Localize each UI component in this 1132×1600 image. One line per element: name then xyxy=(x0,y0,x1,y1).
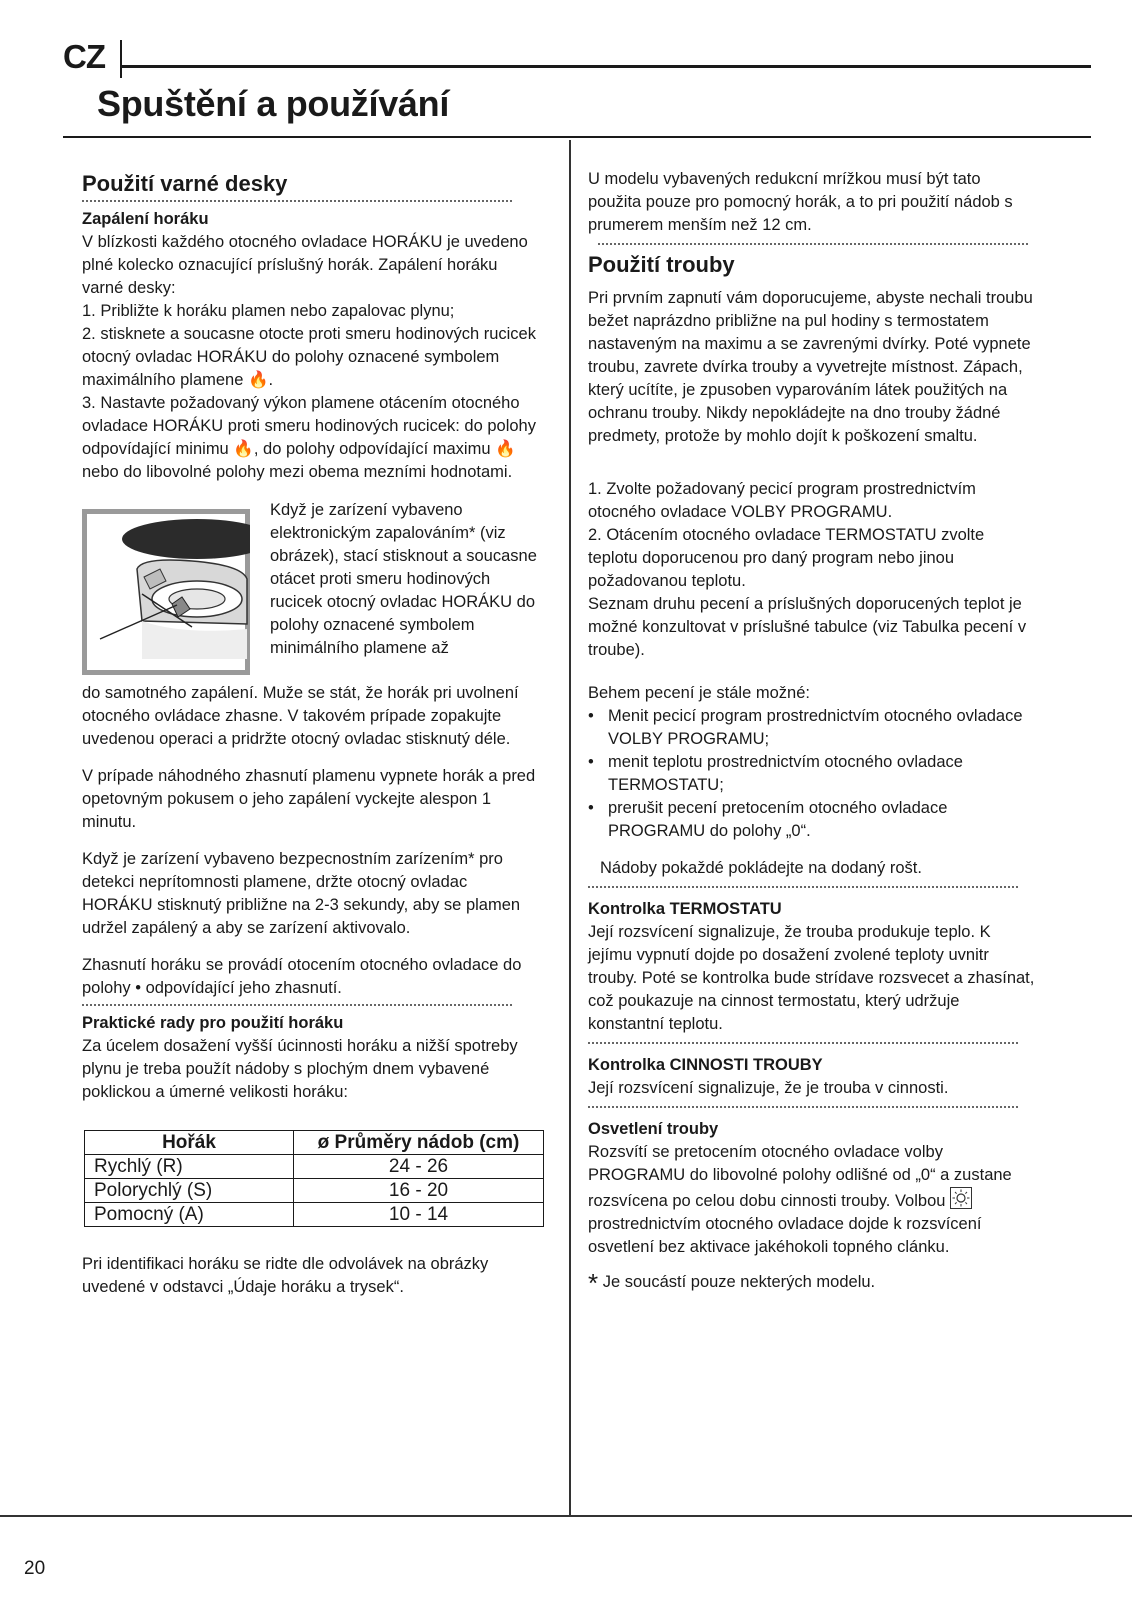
burner-identification-note: Pri identifikaci horáku se ridte dle odvolávek na obrázky uvedené v odstavci „Údaje horáku a trysek“. xyxy=(82,1255,489,1296)
electronic-ignition-continued: do samotného zapálení. Muže se stát, že horák pri uvolnení otocného ovládace zhasne. V takovém prípade zopakujte uvedenou operaci a pridržte otocný ovladac stisknutý déle. xyxy=(82,684,519,748)
left-column xyxy=(82,170,542,1299)
oven-step-2: 2. Otácením otocného ovladace TERMOSTATU zvolte teplotu doporucenou pro daný program nebo jinou požadovanou teplotu. xyxy=(588,526,985,590)
oven-heading: Použití trouby xyxy=(588,252,735,277)
tips-text: Za úcelem dosažení vyšší úcinnosti horáku a nižší spotreby plynu je treba použít nádoby s plochým dnem vybavené poklickou a úmerné velikosti horáku: xyxy=(82,1037,518,1101)
oven-light-text xyxy=(588,1141,1038,1259)
dotted-separator xyxy=(82,200,512,202)
table-cell-burner: Rychlý (R) xyxy=(85,1155,294,1179)
footer-rule xyxy=(0,1515,1132,1517)
during-baking-list xyxy=(588,705,1038,843)
reduction-grid-note: U modelu vybavených redukcní mrížkou musí být tato použita pouze pro pomocný horák, a to pri použití nádob s prumerem menším než 12 cm. xyxy=(588,170,1013,234)
ignition-heading: Zapálení horáku xyxy=(82,210,209,228)
table-cell-diameter: 24 - 26 xyxy=(294,1155,544,1179)
table-header-burner: Hořák xyxy=(85,1131,294,1155)
list-item: • Menit pecicí program prostrednictvím otocného ovladace VOLBY PROGRAMU; xyxy=(588,705,1038,751)
oven-light-text-part-2: prostrednictvím otocného ovladace dojde k rozsvícení osvetlení bez aktivace jakéhokoli topného clánku. xyxy=(588,1215,982,1256)
tips-heading: Praktické rady pro použití horáku xyxy=(82,1014,344,1032)
list-item: • menit teplotu prostrednictvím otocného ovladace TERMOSTATU; xyxy=(588,751,1038,797)
ignition-step-1: 1. Približte k horáku plamen nebo zapalovac plynu; xyxy=(82,302,455,320)
footnote-text: Je soucástí pouze nekterých modelu. xyxy=(602,1273,876,1291)
baking-table-reference: Seznam druhu pecení a príslušných doporucených teplot je možné konzultovat v príslušné tabulce (viz Tabulka pecení v troube). xyxy=(588,595,1027,659)
language-code: CZ xyxy=(63,38,105,75)
first-use-text: Pri prvním zapnutí vám doporucujeme, abyste nechali troubu bežet naprázdno približne na pul hodiny s termostatem nastaveným na maximu a se zavrenými dvírky. Poté vypnete troubu, zavrete dvírka trouby a vyvetrejte místnost. Zápach, který ucítíte, je zpusoben vyparováním látek použitých na ochranu trouby. Nikdy nepokládejte na dno trouby žádné predmety, protože by mohlo dojít k poškození smaltu. xyxy=(588,289,1033,445)
extinguish-note: Zhasnutí horáku se provádí otocením otocného ovladace do polohy • odpovídající jeho zhasnutí. xyxy=(82,956,522,997)
ignition-intro: V blízkosti každého otocného ovladace HORÁKU je uvedeno plné kolecko oznacující príslušný horák. Zapálení horáku varné desky: xyxy=(82,233,528,297)
table-header-row xyxy=(85,1131,544,1155)
page-title: Spuštění a používání xyxy=(97,83,450,124)
dotted-separator xyxy=(598,243,1028,245)
oven-activity-light-text: Její rozsvícení signalizuje, že je trouba v cinnosti. xyxy=(588,1079,949,1097)
table-cell-burner: Pomocný (A) xyxy=(85,1203,294,1227)
table-cell-burner: Polorychlý (S) xyxy=(85,1179,294,1203)
table-row xyxy=(85,1203,544,1227)
rack-note: Nádoby pokaždé pokládejte na dodaný rošt. xyxy=(600,859,922,877)
page-number: 20 xyxy=(24,1558,46,1579)
hob-heading: Použití varné desky xyxy=(82,171,288,196)
footnote-asterisk: * xyxy=(588,1268,599,1298)
table-row xyxy=(85,1179,544,1203)
thermostat-light-text: Její rozsvícení signalizuje, že trouba produkuje teplo. K jejímu vypnutí dojde po dosažení zvolené teploty uvnitr trouby. Poté se kontrolka bude strídave rozsvecet a zhasínat, což poukazuje na cinnost termostatu, který udržuje konstantní teplotu. xyxy=(588,923,1035,1033)
ignition-step-3: 3. Nastavte požadovaný výkon plamene otácením otocného ovladace HORÁKU proti smeru hodinových rucicek: do polohy odpovídající minimu 🔥, do polohy odpovídající maximu 🔥 nebo do libovolné polohy mezi obema mezními hodnotami. xyxy=(82,394,536,481)
during-baking-intro: Behem pecení je stále možné: xyxy=(588,684,810,702)
title-rule xyxy=(63,136,1091,138)
electronic-ignition-block xyxy=(82,499,542,682)
dotted-separator xyxy=(82,1004,512,1006)
burner-pan-size-table xyxy=(84,1130,544,1227)
burner-igniter-illustration xyxy=(82,509,250,675)
oven-lamp-icon xyxy=(950,1187,972,1209)
electronic-ignition-text: Když je zarízení vybaveno elektronickým zapalováním* (viz obrázek), stací stisknout a soucasne otácet proti smeru hodinových rucicek otocný ovladac HORÁKU do polohy oznacené symbolem minimálního plamene až xyxy=(270,501,537,657)
table-cell-diameter: 16 - 20 xyxy=(294,1179,544,1203)
thermostat-light-heading: Kontrolka TERMOSTATU xyxy=(588,900,782,918)
dotted-separator xyxy=(588,886,1018,888)
header-rule xyxy=(122,65,1091,68)
table-row xyxy=(85,1155,544,1179)
column-divider xyxy=(569,140,571,1515)
oven-step-1: 1. Zvolte požadovaný pecicí program prostrednictvím otocného ovladace VOLBY PROGRAMU. xyxy=(588,480,976,521)
list-item: • prerušit pecení pretocením otocného ovladace PROGRAMU do polohy „0“. xyxy=(588,797,1038,843)
table-cell-diameter: 10 - 14 xyxy=(294,1203,544,1227)
header-divider xyxy=(120,40,122,78)
ignition-step-2: 2. stisknete a soucasne otocte proti smeru hodinových rucicek otocný ovladac HORÁKU do polohy oznacené symbolem maximálního plamene 🔥. xyxy=(82,325,536,389)
footnote xyxy=(588,1268,1038,1298)
dotted-separator xyxy=(588,1106,1018,1108)
dotted-separator xyxy=(588,1042,1018,1044)
table-header-diameter: ø Průměry nádob (cm) xyxy=(294,1131,544,1155)
accidental-extinction-note: V prípade náhodného zhasnutí plamenu vypnete horák a pred opetovným pokusem o jeho zapálení vyckejte alespon 1 minutu. xyxy=(82,767,536,831)
oven-light-heading: Osvetlení trouby xyxy=(588,1120,719,1138)
oven-light-text-part-1: Rozsvítí se pretocením otocného ovladace volby PROGRAMU do libovolné polohy odlišné od „0“ a zustane rozsvícena po celou dobu cinnosti trouby. Volbou xyxy=(588,1143,1012,1210)
oven-activity-light-heading: Kontrolka CINNOSTI TROUBY xyxy=(588,1056,823,1074)
right-column xyxy=(588,168,1038,1298)
safety-device-note: Když je zarízení vybaveno bezpecnostním zarízením* pro detekci neprítomnosti plamene, držte otocný ovladac HORÁKU stisknutý približne na 2-3 sekundy, aby se plamen udržel zapálený a aby se zarízení aktivovalo. xyxy=(82,850,521,937)
